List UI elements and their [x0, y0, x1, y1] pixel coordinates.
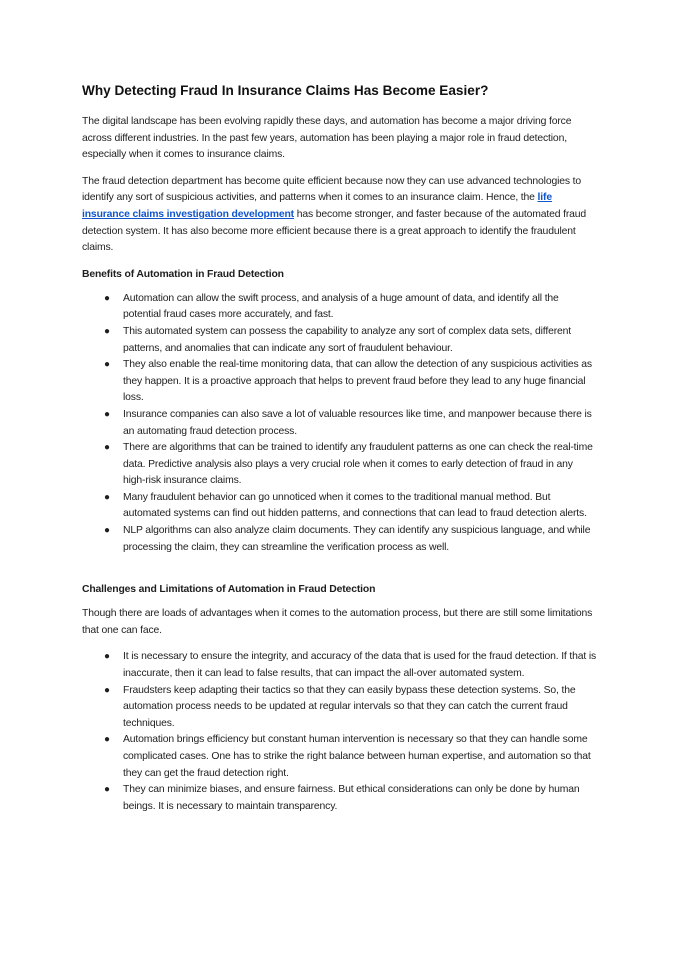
list-item — [82, 523, 597, 556]
list-item — [82, 440, 597, 490]
list-item — [82, 490, 597, 523]
list-item — [82, 782, 597, 815]
list-item-text: Fraudsters keep adapting their tactics so that they can easily bypass these detection systems. So, the automation process needs to be updated at regular intervals so that they can catch the current fraud techniques. — [123, 684, 576, 729]
list-item — [82, 407, 597, 440]
second-paragraph — [82, 174, 597, 257]
bullet-icon: ● — [104, 525, 110, 537]
list-item-text: They also enable the real-time monitoring data, that can allow the detection of any suspicious activities as they happen. It is a proactive approach that helps to prevent fraud before they lead to any huge financial loss. — [123, 359, 592, 404]
list-item — [82, 324, 597, 357]
intro-paragraph: The digital landscape has been evolving rapidly these days, and automation has become a major driving force across different industries. In the past few years, automation has been playing a major role in fraud detection, especially when it comes to insurance claims. — [82, 116, 572, 161]
life-insurance-claims-link[interactable]: life insurance claims investigation development — [82, 192, 552, 220]
bullet-icon: ● — [104, 651, 110, 663]
challenges-intro-paragraph: Though there are loads of advantages when it comes to the automation process, but there are still some limitations that one can face. — [82, 608, 593, 636]
list-item — [82, 649, 597, 682]
list-item — [82, 732, 597, 782]
paragraph-text-before-link: The fraud detection department has become quite efficient because now they can use advanced technologies to identify any sort of suspicious activities, and patterns when it comes to an insurance claim. Hence, the — [82, 175, 582, 204]
list-item-text: NLP algorithms can also analyze claim documents. They can identify any suspicious language, and while processing the claim, they can streamline the verification process as well. — [123, 525, 591, 553]
list-item-text: This automated system can possess the capability to analyze any sort of complex data sets, different patterns, and anomalies that can indicate any sort of fraudulent behaviour. — [123, 325, 572, 354]
benefits-list — [82, 291, 597, 557]
bullet-icon: ● — [104, 359, 110, 371]
bullet-icon: ● — [104, 408, 110, 420]
list-item — [82, 291, 597, 324]
benefits-heading: Benefits of Automation in Fraud Detection — [82, 268, 284, 280]
list-item — [82, 357, 597, 407]
list-item-text: It is necessary to ensure the integrity, and accuracy of the data that is used for the fraud detection. If that is inaccurate, then it can lead to false results, that can impact the all-over automated system. — [123, 651, 597, 680]
document-title: Why Detecting Fraud In Insurance Claims Has Become Easier? — [82, 83, 489, 98]
bullet-icon: ● — [104, 292, 110, 304]
list-item-text: Automation brings efficiency but constant human intervention is necessary so that they can handle some complicated cases. One has to strike the right balance between human expertise, and automation so that they can get the fraud detection right. — [123, 734, 591, 779]
list-item-text: They can minimize biases, and ensure fairness. But ethical considerations can only be done by human beings. It is necessary to maintain transparency. — [123, 784, 580, 812]
list-item — [82, 683, 597, 733]
bullet-icon: ● — [104, 491, 110, 503]
bullet-icon: ● — [104, 684, 110, 696]
bullet-icon: ● — [104, 734, 110, 746]
document-page — [82, 82, 597, 815]
challenges-heading: Challenges and Limitations of Automation in Fraud Detection — [82, 584, 376, 596]
challenges-list — [82, 649, 597, 815]
list-item-text: Many fraudulent behavior can go unnoticed when it comes to the traditional manual method. But automated systems can find out hidden patterns, and connections that can lead to fraud detection alerts. — [123, 491, 587, 520]
bullet-icon: ● — [104, 784, 110, 796]
bullet-icon: ● — [104, 325, 110, 337]
list-item-text: Automation can allow the swift process, and analysis of a huge amount of data, and identify all the potential fraud cases more accurately, and fast. — [123, 292, 559, 321]
section-spacer — [82, 556, 597, 582]
bullet-icon: ● — [104, 442, 110, 454]
list-item-text: Insurance companies can also save a lot of valuable resources like time, and manpower because there is an automating fraud detection process. — [123, 408, 592, 437]
list-item-text: There are algorithms that can be trained to identify any fraudulent patterns as one can check the real-time data. Predictive analysis also plays a very crucial role when it comes to early detection of fraud in any high-risk insurance claims. — [123, 442, 593, 487]
paragraph-text-after-link: has become stronger, and faster because of the automated fraud detection system. It has also become more efficient because there is a great approach to identify the fraudulent claims. — [82, 208, 587, 254]
